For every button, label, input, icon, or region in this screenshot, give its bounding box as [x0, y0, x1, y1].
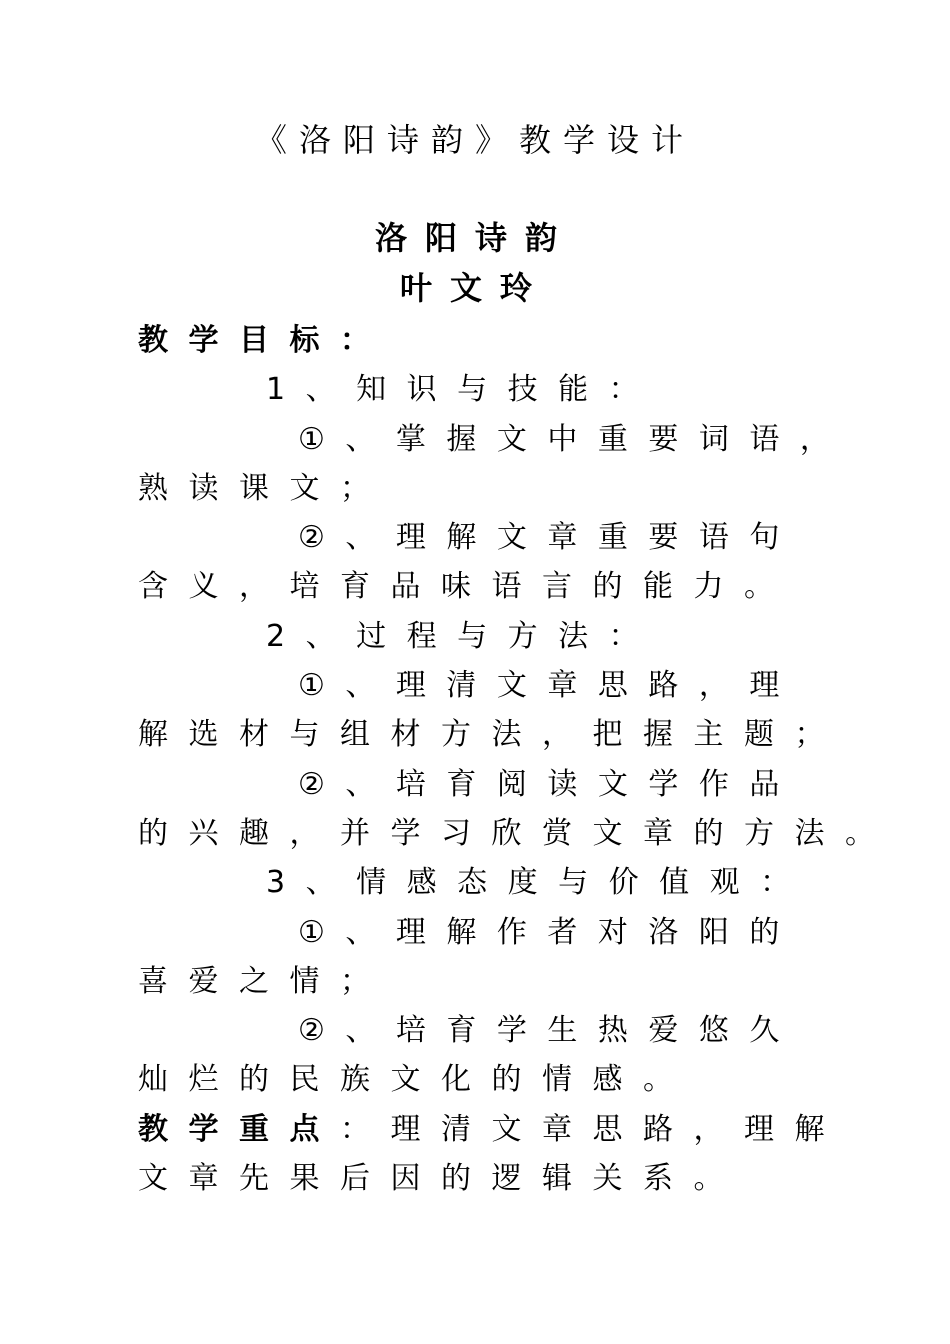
process-item-2-line-2: 的兴趣，并学习欣赏文章的方法。 [138, 815, 896, 851]
knowledge-item-2-line-1: ②、理解文章重要语句 [298, 520, 800, 556]
process-item-1-line-1: ①、理清文章思路，理 [298, 668, 800, 704]
document-title: 《洛阳诗韵》教学设计 [254, 121, 695, 159]
key-points-line-2: 文章先果后因的逻辑关系。 [138, 1161, 744, 1197]
process-method-heading: 2、过程与方法： [266, 618, 660, 654]
emotion-item-2-line-1: ②、培育学生热爱悠久 [298, 1013, 800, 1049]
process-item-2-line-1: ②、培育阅读文学作品 [298, 766, 800, 802]
knowledge-skills-heading: 1、知识与技能： [266, 372, 660, 408]
knowledge-item-2-line-2: 含义，培育品味语言的能力。 [138, 569, 795, 605]
process-item-1-line-2: 解选材与组材方法，把握主题； [138, 717, 845, 753]
knowledge-item-1-line-2: 熟读课文； [138, 470, 391, 506]
document-body [138, 316, 896, 1203]
knowledge-item-1-line-1: ①、掌握文中重要词语， [298, 421, 851, 457]
emotion-item-1-line-1: ①、理解作者对洛阳的 [298, 914, 800, 950]
key-points-label: 教学重点 [138, 1111, 340, 1147]
author-name: 叶文玲 [399, 269, 550, 307]
emotion-values-heading: 3、情感态度与价值观： [266, 865, 811, 901]
objectives-heading: 教学目标： [138, 323, 391, 358]
emotion-item-2-line-2: 灿烂的民族文化的情感。 [138, 1062, 694, 1098]
emotion-item-1-line-2: 喜爱之情； [138, 963, 391, 999]
key-points-line-1 [138, 1105, 845, 1154]
key-points-text: ：理清文章思路，理解 [340, 1111, 845, 1147]
lesson-subtitle: 洛阳诗韵 [374, 219, 575, 257]
